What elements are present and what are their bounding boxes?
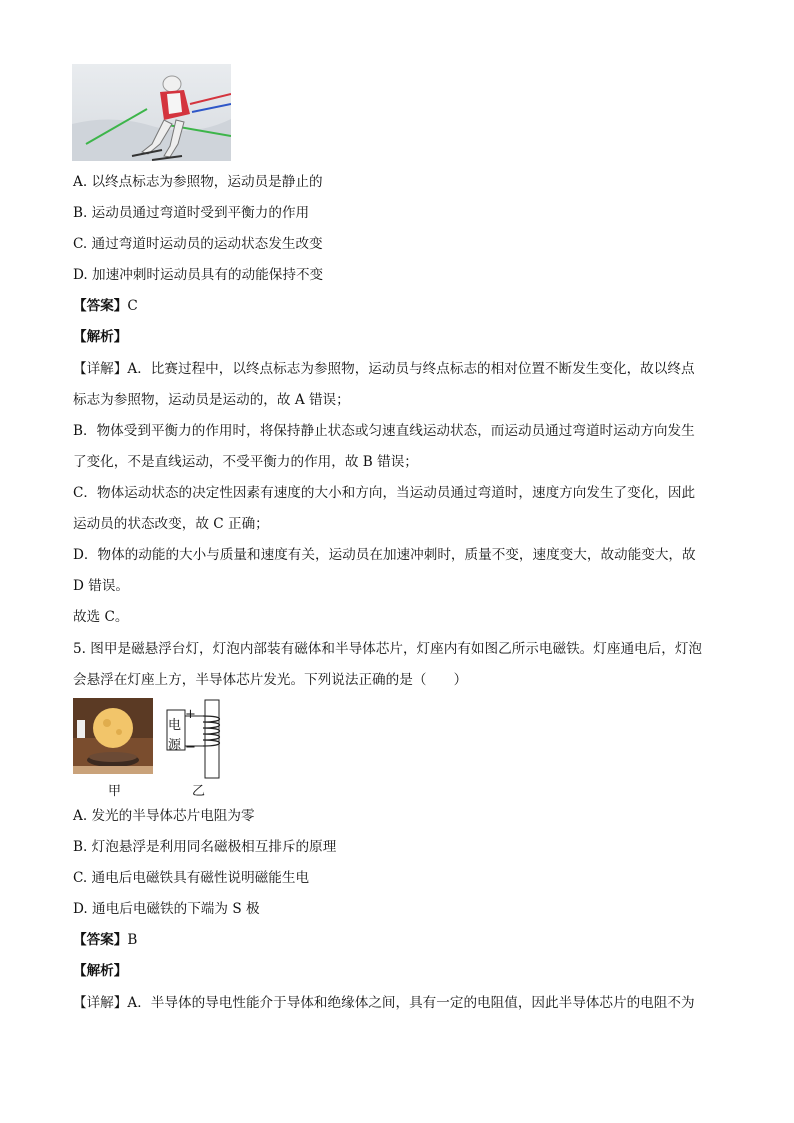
q4-option-b: B. 运动员通过弯道时受到平衡力的作用 (73, 205, 310, 221)
q4-answer-label: 【答案】 (73, 298, 128, 314)
power-label-bottom: 源 (168, 738, 182, 753)
q4-detail-line-2: 标志为参照物，运动员是运动的，故 A 错误； (73, 392, 350, 408)
q4-detail-line-6: 运动员的状态改变，故 C 正确； (73, 516, 269, 532)
figure-caption-yi: 乙 (192, 784, 206, 799)
minus-sign: − (185, 740, 196, 755)
q4-detail-line-5: C．物体运动状态的决定性因素有速度的大小和方向，当运动员通过弯道时，速度方向发生了变化，因此 (73, 485, 696, 501)
q4-detail-line-7: D．物体的动能的大小与质量和速度有关，运动员在加速冲刺时，质量不变，速度变大，故动能变大，故 (73, 547, 696, 563)
q5-answer-value: B (127, 932, 138, 948)
q4-detail-line-8: D 错误。 (73, 578, 130, 594)
q5-analysis-label: 【解析】 (73, 963, 128, 979)
plus-sign: + (185, 707, 196, 722)
q4-option-d: D. 加速冲刺时运动员具有的动能保持不变 (73, 267, 324, 283)
q5-option-d: D. 通电后电磁铁的下端为 S 极 (73, 901, 260, 917)
q4-detail-line-9: 故选 C。 (73, 609, 129, 625)
q5-option-c: C. 通电后电磁铁具有磁性说明磁能生电 (73, 870, 310, 886)
maglev-lamp-photo (73, 698, 153, 774)
q4-answer (73, 296, 138, 316)
q5-detail-line-1: 【详解】A．半导体的导电性能介于导体和绝缘体之间，具有一定的电阻值，因此半导体芯片的电阻不为 (73, 995, 695, 1011)
q4-detail-line-3: B．物体受到平衡力的作用时，将保持静止状态或匀速直线运动状态，而运动员通过弯道时运动方向发生 (73, 423, 695, 439)
power-label-top: 电 (168, 718, 182, 733)
q5-option-b: B. 灯泡悬浮是利用同名磁极相互排斥的原理 (73, 839, 337, 855)
q4-answer-value: C (127, 298, 138, 314)
q4-option-a: A. 以终点标志为参照物，运动员是静止的 (73, 174, 323, 190)
q5-answer-label: 【答案】 (73, 932, 128, 948)
q4-option-c: C. 通过弯道时运动员的运动状态发生改变 (73, 236, 323, 252)
q4-analysis-label: 【解析】 (73, 329, 128, 345)
q5-stem-line-1: 5. 图甲是磁悬浮台灯，灯泡内部装有磁体和半导体芯片，灯座内有如图乙所示电磁铁。灯座通电后，灯泡 (73, 641, 703, 657)
q4-detail-line-4: 了变化，不是直线运动，不受平衡力的作用，故 B 错误； (73, 454, 418, 470)
figure-caption-jia: 甲 (108, 784, 122, 799)
q4-detail-line-1: 【详解】A．比赛过程中，以终点标志为参照物，运动员与终点标志的相对位置不断发生变化，故以终点 (73, 361, 695, 377)
q5-stem-line-2: 会悬浮在灯座上方，半导体芯片发光。下列说法正确的是（ ） (73, 672, 468, 688)
skier-photo (72, 64, 231, 161)
q5-answer (73, 930, 137, 950)
q5-option-a: A. 发光的半导体芯片电阻为零 (73, 808, 255, 824)
